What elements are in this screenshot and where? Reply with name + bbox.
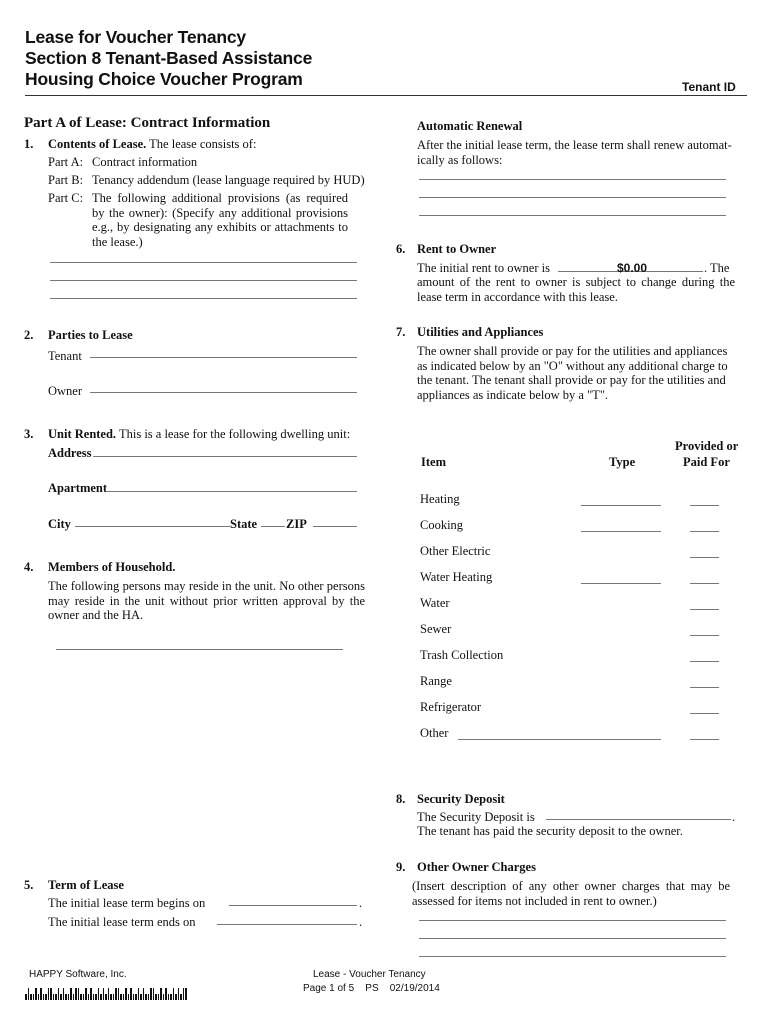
rent-amount-value: $0.00 — [617, 261, 648, 275]
term-ends-label: The initial lease term ends on — [48, 915, 196, 929]
s9-number: 9. — [396, 860, 406, 874]
s4-title: Members of Household. — [48, 560, 176, 574]
s1-part-a-text: Contract information — [92, 155, 198, 169]
s7-text: The owner shall provide or pay for the utilities and appliances as indicated below by an "O" without any additional charge to the tenant. The tenant shall provide or pay for the utilities and appliances as indicate below by a "T". — [417, 344, 728, 402]
auto-renewal-title: Automatic Renewal — [417, 119, 523, 133]
zip-field[interactable] — [313, 526, 357, 527]
s1-number: 1. — [24, 137, 34, 151]
form-title — [25, 27, 312, 90]
footer-code: PS — [365, 983, 379, 994]
zip-label: ZIP — [286, 517, 307, 531]
utility-item-label: Trash Collection — [420, 648, 504, 662]
s8-title: Security Deposit — [417, 792, 505, 806]
address-field[interactable] — [93, 456, 357, 457]
s4-number: 4. — [24, 560, 34, 574]
footer-date: 02/19/2014 — [389, 983, 440, 994]
refrigerator-provided-field[interactable] — [690, 713, 719, 714]
barcode-icon — [25, 988, 187, 1000]
rent-text-before: The initial rent to owner is — [417, 261, 550, 275]
header-rule — [25, 95, 747, 96]
title-line-2: Section 8 Tenant-Based Assistance — [25, 48, 313, 68]
other-charges-line-1[interactable] — [419, 920, 726, 921]
s1-part-c-label: Part C: — [48, 191, 84, 205]
other-provided-field[interactable] — [690, 739, 719, 740]
col-provided-2: Paid For — [683, 455, 730, 469]
tenant-label: Tenant — [48, 349, 82, 363]
auto-renewal-text: After the initial lease term, the lease term shall renew automat-ically as follows: — [417, 138, 732, 167]
utility-item-label: Cooking — [420, 518, 464, 532]
s1-title: Contents of Lease. — [48, 137, 147, 151]
utility-item-label: Other Electric — [420, 544, 491, 558]
water-provided-field[interactable] — [690, 609, 719, 610]
s2-title: Parties to Lease — [48, 328, 133, 342]
provisions-line-1[interactable] — [50, 262, 357, 263]
provisions-line-2[interactable] — [50, 280, 357, 281]
s1-intro: The lease consists of: — [149, 137, 257, 151]
cooking-type-field[interactable] — [581, 531, 661, 532]
tenant-field[interactable] — [90, 357, 357, 358]
term-begins-label: The initial lease term begins on — [48, 896, 206, 910]
s8-number: 8. — [396, 792, 406, 806]
security-deposit-period: . — [732, 810, 736, 824]
utility-item-label: Sewer — [420, 622, 452, 636]
security-deposit-label: The Security Deposit is — [417, 810, 535, 824]
s1-part-b-label: Part B: — [48, 173, 84, 187]
utility-item-label: Water Heating — [420, 570, 493, 584]
s3-number: 3. — [24, 427, 34, 441]
other-electric-provided-field[interactable] — [690, 557, 719, 558]
term-ends-period: . — [359, 915, 363, 929]
household-members-field[interactable] — [56, 649, 343, 650]
s3-intro: This is a lease for the following dwelling unit: — [118, 427, 351, 441]
city-field[interactable] — [75, 526, 230, 527]
utility-item-label: Other — [420, 726, 449, 740]
s4-text: The following persons may reside in the unit. No other persons may reside in the unit without prior written approval by the owner and the HA. — [48, 579, 365, 622]
renewal-line-1[interactable] — [419, 179, 726, 180]
range-provided-field[interactable] — [690, 687, 719, 688]
water-heating-type-field[interactable] — [581, 583, 661, 584]
tenant-id-label: Tenant ID — [682, 80, 736, 94]
renewal-line-2[interactable] — [419, 197, 726, 198]
s1-part-a-label: Part A: — [48, 155, 84, 169]
col-provided-1: Provided or — [675, 439, 739, 453]
footer-page-info — [303, 983, 440, 994]
owner-label: Owner — [48, 384, 83, 398]
term-begins-field[interactable] — [229, 905, 357, 906]
other-charges-line-2[interactable] — [419, 938, 726, 939]
state-label: State — [230, 517, 258, 531]
title-line-3: Housing Choice Voucher Program — [25, 69, 303, 89]
s9-text: (Insert description of any other owner charges that may be assessed for items not included in rent to owner.) — [412, 879, 730, 908]
apartment-label: Apartment — [48, 481, 108, 495]
s5-title: Term of Lease — [48, 878, 124, 892]
s3-heading — [48, 427, 368, 442]
security-deposit-field[interactable] — [546, 819, 731, 820]
other-type-field[interactable] — [458, 739, 661, 740]
sewer-provided-field[interactable] — [690, 635, 719, 636]
address-label: Address — [48, 446, 92, 460]
water-heating-provided-field[interactable] — [690, 583, 719, 584]
s1-part-c-text: The following additional provisions (as required by the owner): (Specify any additional provisions e.g., by designating any exhibits or attachments to the lease.) — [92, 191, 348, 249]
owner-field[interactable] — [90, 392, 357, 393]
s6-title: Rent to Owner — [417, 242, 497, 256]
renewal-line-3[interactable] — [419, 215, 726, 216]
s6-number: 6. — [396, 242, 406, 256]
trash-provided-field[interactable] — [690, 661, 719, 662]
state-field[interactable] — [261, 526, 285, 527]
footer-doc-title: Lease - Voucher Tenancy — [313, 969, 426, 980]
s2-number: 2. — [24, 328, 34, 342]
s9-title: Other Owner Charges — [417, 860, 536, 874]
col-item: Item — [421, 455, 446, 469]
utility-item-label: Range — [420, 674, 452, 688]
provisions-line-3[interactable] — [50, 298, 357, 299]
apartment-field[interactable] — [107, 491, 357, 492]
other-charges-line-3[interactable] — [419, 956, 726, 957]
rent-text-rest: amount of the rent to owner is subject to change during the lease term in accordance with this lease. — [417, 275, 735, 304]
s1-heading — [48, 137, 368, 152]
city-label: City — [48, 517, 71, 531]
s7-number: 7. — [396, 325, 406, 339]
utility-item-label: Refrigerator — [420, 700, 482, 714]
footer-page: Page 1 of 5 — [303, 983, 355, 994]
s1-part-b-text: Tenancy addendum (lease language required by HUD) — [92, 173, 365, 187]
term-begins-period: . — [359, 896, 363, 910]
s7-title: Utilities and Appliances — [417, 325, 544, 339]
cooking-provided-field[interactable] — [690, 531, 719, 532]
security-deposit-paid: The tenant has paid the security deposit to the owner. — [417, 824, 683, 838]
s5-number: 5. — [24, 878, 34, 892]
title-line-1: Lease for Voucher Tenancy — [25, 27, 246, 47]
part-a-heading: Part A of Lease: Contract Information — [24, 115, 271, 131]
heating-type-field[interactable] — [581, 505, 661, 506]
rent-text-after: . The — [704, 261, 730, 275]
utility-item-label: Heating — [420, 492, 460, 506]
s3-title: Unit Rented. — [48, 427, 117, 441]
heating-provided-field[interactable] — [690, 505, 719, 506]
footer-company: HAPPY Software, Inc. — [29, 969, 127, 980]
utility-item-label: Water — [420, 596, 450, 610]
term-ends-field[interactable] — [217, 924, 357, 925]
col-type: Type — [609, 455, 636, 469]
